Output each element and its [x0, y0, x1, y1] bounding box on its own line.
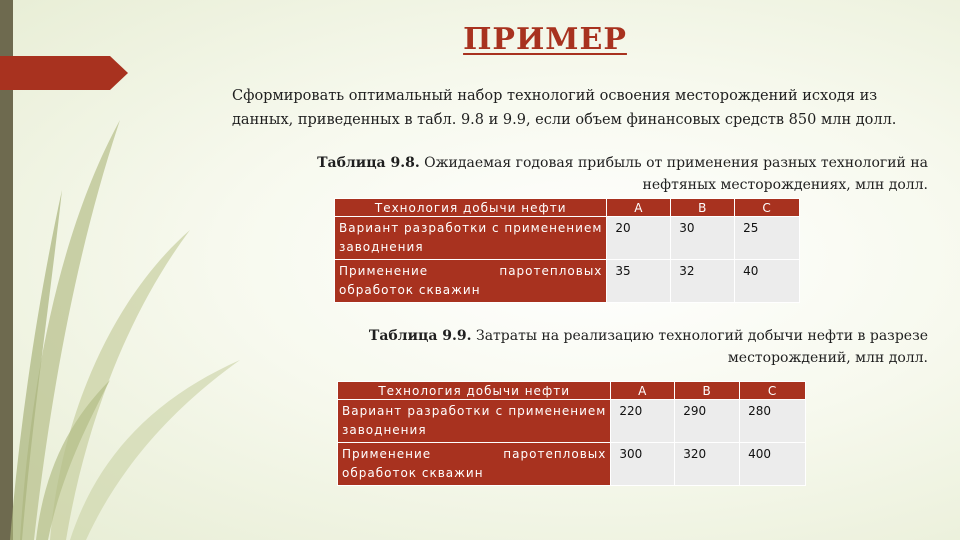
table1-caption	[300, 152, 928, 196]
table-header-row	[335, 199, 800, 217]
arrow-banner	[0, 56, 128, 90]
table2-caption-number: Таблица 9.9.	[368, 328, 472, 344]
table-cell: 280	[740, 400, 806, 443]
table-cell: 290	[675, 400, 740, 443]
column-header: А	[607, 199, 671, 217]
table-row	[335, 217, 800, 260]
table-row	[338, 400, 806, 443]
row-label: Применение паротепловых обработок скважин	[338, 443, 611, 486]
column-header: Технология добычи нефти	[338, 382, 611, 400]
table-cell: 25	[735, 217, 800, 260]
column-header: С	[740, 382, 806, 400]
cost-table	[337, 381, 806, 486]
table1-caption-number: Таблица 9.8.	[317, 155, 420, 171]
page-title: ПРИМЕР	[463, 22, 627, 57]
row-label: Применение паротепловых обработок скважин	[335, 260, 607, 303]
column-header: Технология добычи нефти	[335, 199, 607, 217]
table-cell: 35	[607, 260, 671, 303]
row-label: Вариант разработки с применением заводнения	[335, 217, 607, 260]
table-cell: 220	[611, 400, 675, 443]
table2-caption	[300, 325, 928, 369]
table-cell: 400	[740, 443, 806, 486]
column-header: А	[611, 382, 675, 400]
table-row	[335, 260, 800, 303]
table-row	[338, 443, 806, 486]
table-header-row	[338, 382, 806, 400]
column-header: С	[735, 199, 800, 217]
table-cell: 300	[611, 443, 675, 486]
column-header: В	[675, 382, 740, 400]
table-cell: 320	[675, 443, 740, 486]
row-label: Вариант разработки с применением заводнения	[338, 400, 611, 443]
task-text: Сформировать оптимальный набор технологий освоения месторождений исходя из данных, приведенных в табл. 9.8 и 9.9, если объем финансовых средств 850 млн долл.	[232, 88, 897, 128]
table-cell: 40	[735, 260, 800, 303]
profit-table	[334, 198, 800, 303]
table1-caption-text: Ожидаемая годовая прибыль от применения разных технологий на нефтяных месторождениях, млн долл.	[419, 155, 928, 193]
table-cell: 32	[671, 260, 735, 303]
column-header: В	[671, 199, 735, 217]
table-cell: 20	[607, 217, 671, 260]
table2-caption-text: Затраты на реализацию технологий добычи нефти в разрезе месторождений, млн долл.	[471, 328, 928, 366]
table-cell: 30	[671, 217, 735, 260]
